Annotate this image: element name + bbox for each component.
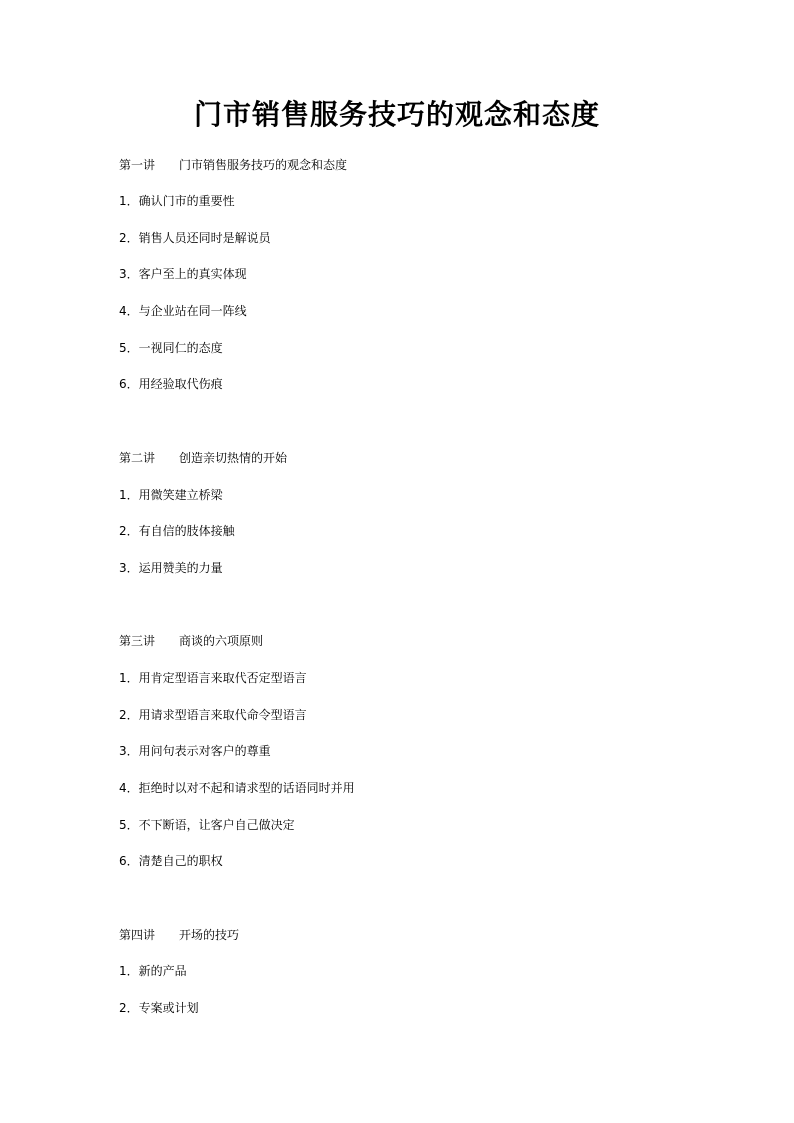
list-item: 6．用经验取代伤痕 <box>119 377 223 391</box>
lecture-heading-1: 第一讲 门市销售服务技巧的观念和态度 <box>119 158 348 172</box>
lecture-heading-2: 第二讲 创造亲切热情的开始 <box>119 451 288 465</box>
list-item: 4．拒绝时以对不起和请求型的话语同时并用 <box>119 781 355 795</box>
list-item: 3．用问句表示对客户的尊重 <box>119 744 271 758</box>
list-item: 3．运用赞美的力量 <box>119 561 223 575</box>
list-item: 6．清楚自己的职权 <box>119 854 223 868</box>
lecture-heading-3: 第三讲 商谈的六项原则 <box>119 634 264 648</box>
list-item: 2．销售人员还同时是解说员 <box>119 231 271 245</box>
list-item: 5．一视同仁的态度 <box>119 341 223 355</box>
list-item: 4．与企业站在同一阵线 <box>119 304 247 318</box>
list-item: 1．用微笑建立桥梁 <box>119 488 223 502</box>
list-item: 5．不下断语，让客户自己做决定 <box>119 818 295 832</box>
list-item: 1．确认门市的重要性 <box>119 194 235 208</box>
document-title: 门市销售服务技巧的观念和态度 <box>193 98 600 131</box>
list-item: 2．专案或计划 <box>119 1001 199 1015</box>
lecture-heading-4: 第四讲 开场的技巧 <box>119 928 240 942</box>
list-item: 2．用请求型语言来取代命令型语言 <box>119 708 307 722</box>
list-item: 1．新的产品 <box>119 964 187 978</box>
list-item: 1．用肯定型语言来取代否定型语言 <box>119 671 307 685</box>
list-item: 2．有自信的肢体接触 <box>119 524 235 538</box>
list-item: 3．客户至上的真实体现 <box>119 267 247 281</box>
